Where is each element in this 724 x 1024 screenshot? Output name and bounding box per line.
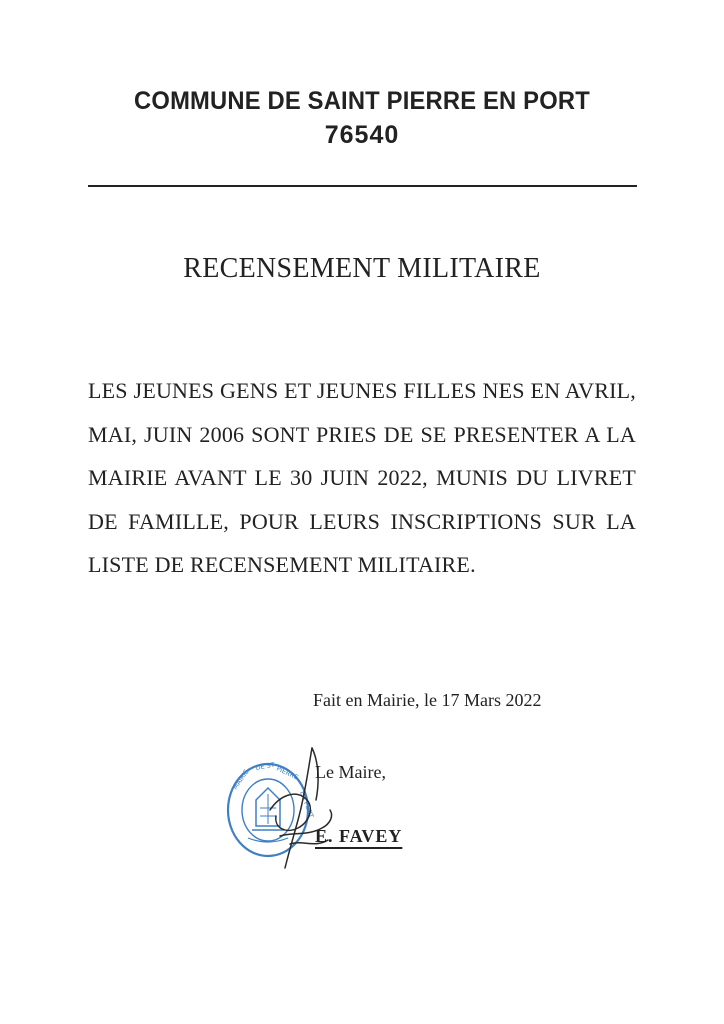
mayor-role: Le Maire,: [315, 762, 386, 782]
svg-text:DE ST: DE ST: [254, 760, 276, 772]
postcode: 76540: [324, 121, 400, 149]
svg-text:PIERRE: PIERRE: [275, 764, 300, 782]
notice-body: LES JEUNES GENS ET JEUNES FILLES NES EN AVRIL, MAI, JUIN 2006 SONT PRIES DE SE PRESENTER A LA MAIRIE AVANT LE 30 JUIN 2022, MUNIS DU LIVRET DE FAMILLE, POUR LEURS INSCRIPTIONS SUR LA LISTE DE RECENSEMENT MILITAIRE.: [88, 378, 636, 577]
commune-name: COMMUNE DE SAINT PIERRE EN PORT: [134, 87, 590, 115]
mayor-signature: [250, 740, 340, 875]
date-line: Fait en Mairie, le 17 Mars 2022: [313, 690, 542, 710]
document-header: [0, 84, 724, 152]
header-divider: [88, 185, 637, 187]
svg-text:EN PORT: EN PORT: [298, 789, 316, 820]
document-title: RECENSEMENT MILITAIRE: [183, 253, 541, 284]
svg-text:MAIRIE: MAIRIE: [231, 768, 251, 792]
mayor-name: E. FAVEY: [315, 826, 403, 846]
